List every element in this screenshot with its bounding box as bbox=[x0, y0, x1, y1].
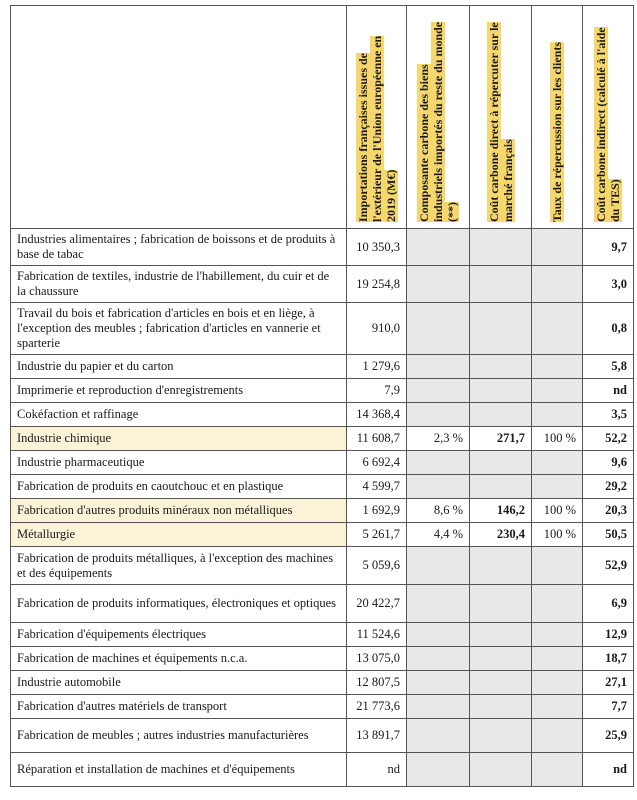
imports-value: 19 254,8 bbox=[347, 266, 407, 303]
header-direct-cost-text: Coût carbone direct à répercuter sur le marché français bbox=[486, 22, 515, 222]
indirect-cost-value: 9,7 bbox=[583, 229, 634, 266]
table-row bbox=[11, 753, 634, 787]
direct-cost-value: 271,7 bbox=[470, 427, 532, 451]
carbon-component-value bbox=[407, 623, 470, 647]
table-row bbox=[11, 229, 634, 266]
table-row bbox=[11, 266, 634, 303]
sector-label: Cokéfaction et raffinage bbox=[11, 403, 347, 427]
direct-cost-value bbox=[470, 303, 532, 355]
carbon-component-value bbox=[407, 355, 470, 379]
header-blank-cell bbox=[11, 6, 347, 229]
sector-label: Industries alimentaires ; fabrication de boissons et de produits à base de tabac bbox=[11, 229, 347, 266]
direct-cost-value bbox=[470, 355, 532, 379]
header-indirect-cost-text: Coût carbone indirect (calculé à l'aide du TES) bbox=[594, 27, 622, 222]
sector-label: Industrie chimique bbox=[11, 427, 347, 451]
imports-value: 12 807,5 bbox=[347, 671, 407, 695]
carbon-component-value bbox=[407, 695, 470, 719]
pass-rate-value bbox=[532, 379, 583, 403]
header-imports-text: Importations françaises issues de l'extérieur de l'Union européenne en 2019 (M€) bbox=[355, 35, 398, 222]
pass-rate-value bbox=[532, 403, 583, 427]
header-indirect-cost bbox=[583, 6, 634, 229]
pass-rate-value: 100 % bbox=[532, 427, 583, 451]
sector-label: Fabrication de produits en caoutchouc et en plastique bbox=[11, 475, 347, 499]
table-row bbox=[11, 623, 634, 647]
header-pass-rate bbox=[532, 6, 583, 229]
direct-cost-value: 146,2 bbox=[470, 499, 532, 523]
direct-cost-value bbox=[470, 585, 532, 623]
pass-rate-value bbox=[532, 266, 583, 303]
sector-label: Industrie automobile bbox=[11, 671, 347, 695]
carbon-component-value bbox=[407, 229, 470, 266]
indirect-cost-value: 52,2 bbox=[583, 427, 634, 451]
pass-rate-value bbox=[532, 303, 583, 355]
sector-label: Métallurgie bbox=[11, 523, 347, 547]
indirect-cost-value: 3,5 bbox=[583, 403, 634, 427]
imports-value: 14 368,4 bbox=[347, 403, 407, 427]
indirect-cost-value: 50,5 bbox=[583, 523, 634, 547]
imports-value: 6 692,4 bbox=[347, 451, 407, 475]
header-imports bbox=[347, 6, 407, 229]
carbon-component-value bbox=[407, 671, 470, 695]
pass-rate-value bbox=[532, 671, 583, 695]
indirect-cost-value: 9,6 bbox=[583, 451, 634, 475]
pass-rate-value bbox=[532, 753, 583, 787]
table-row bbox=[11, 355, 634, 379]
indirect-cost-value: nd bbox=[583, 379, 634, 403]
table-row bbox=[11, 451, 634, 475]
imports-value: 4 599,7 bbox=[347, 475, 407, 499]
direct-cost-value bbox=[470, 547, 532, 585]
indirect-cost-value: 5,8 bbox=[583, 355, 634, 379]
carbon-component-value bbox=[407, 753, 470, 787]
pass-rate-value bbox=[532, 585, 583, 623]
imports-value: 21 773,6 bbox=[347, 695, 407, 719]
table-row bbox=[11, 671, 634, 695]
pass-rate-value bbox=[532, 355, 583, 379]
header-carbon-component bbox=[407, 6, 470, 229]
imports-value: 20 422,7 bbox=[347, 585, 407, 623]
header-direct-cost bbox=[470, 6, 532, 229]
direct-cost-value bbox=[470, 647, 532, 671]
indirect-cost-value: 27,1 bbox=[583, 671, 634, 695]
carbon-component-value bbox=[407, 647, 470, 671]
carbon-component-value bbox=[407, 303, 470, 355]
indirect-cost-value: 12,9 bbox=[583, 623, 634, 647]
imports-value: 13 891,7 bbox=[347, 719, 407, 753]
pass-rate-value: 100 % bbox=[532, 499, 583, 523]
sector-label: Fabrication d'autres produits minéraux non métalliques bbox=[11, 499, 347, 523]
sector-label: Fabrication de machines et équipements n.c.a. bbox=[11, 647, 347, 671]
carbon-component-value: 2,3 % bbox=[407, 427, 470, 451]
direct-cost-value bbox=[470, 475, 532, 499]
indirect-cost-value: 6,9 bbox=[583, 585, 634, 623]
direct-cost-value bbox=[470, 229, 532, 266]
imports-value: 5 059,6 bbox=[347, 547, 407, 585]
direct-cost-value bbox=[470, 719, 532, 753]
pass-rate-value bbox=[532, 695, 583, 719]
header-pass-rate-text: Taux de répercussion sur les clients bbox=[550, 41, 564, 222]
direct-cost-value bbox=[470, 266, 532, 303]
sector-label: Fabrication de meubles ; autres industries manufacturières bbox=[11, 719, 347, 753]
direct-cost-value bbox=[470, 695, 532, 719]
imports-value: 1 692,9 bbox=[347, 499, 407, 523]
table-row bbox=[11, 523, 634, 547]
indirect-cost-value: 20,3 bbox=[583, 499, 634, 523]
pass-rate-value bbox=[532, 647, 583, 671]
table-row bbox=[11, 719, 634, 753]
carbon-cost-table bbox=[10, 5, 634, 787]
carbon-component-value bbox=[407, 379, 470, 403]
indirect-cost-value: 52,9 bbox=[583, 547, 634, 585]
direct-cost-value bbox=[470, 623, 532, 647]
pass-rate-value: 100 % bbox=[532, 523, 583, 547]
table-row bbox=[11, 647, 634, 671]
table-row bbox=[11, 427, 634, 451]
direct-cost-value bbox=[470, 379, 532, 403]
carbon-component-value bbox=[407, 547, 470, 585]
direct-cost-value bbox=[470, 403, 532, 427]
imports-value: 1 279,6 bbox=[347, 355, 407, 379]
pass-rate-value bbox=[532, 475, 583, 499]
direct-cost-value bbox=[470, 753, 532, 787]
carbon-component-value: 8,6 % bbox=[407, 499, 470, 523]
table-row bbox=[11, 695, 634, 719]
indirect-cost-value: 29,2 bbox=[583, 475, 634, 499]
sector-label: Imprimerie et reproduction d'enregistrements bbox=[11, 379, 347, 403]
imports-value: 13 075,0 bbox=[347, 647, 407, 671]
carbon-component-value bbox=[407, 585, 470, 623]
table-row bbox=[11, 475, 634, 499]
table-row bbox=[11, 547, 634, 585]
sector-label: Fabrication de produits informatiques, électroniques et optiques bbox=[11, 585, 347, 623]
carbon-component-value bbox=[407, 266, 470, 303]
direct-cost-value bbox=[470, 671, 532, 695]
imports-value: 11 608,7 bbox=[347, 427, 407, 451]
indirect-cost-value: 7,7 bbox=[583, 695, 634, 719]
imports-value: 7,9 bbox=[347, 379, 407, 403]
indirect-cost-value: 0,8 bbox=[583, 303, 634, 355]
sector-label: Fabrication d'équipements électriques bbox=[11, 623, 347, 647]
indirect-cost-value: 3,0 bbox=[583, 266, 634, 303]
sector-label: Industrie du papier et du carton bbox=[11, 355, 347, 379]
sector-label: Réparation et installation de machines et d'équipements bbox=[11, 753, 347, 787]
imports-value: 5 261,7 bbox=[347, 523, 407, 547]
sector-label: Fabrication de textiles, industrie de l'habillement, du cuir et de la chaussure bbox=[11, 266, 347, 303]
imports-value: nd bbox=[347, 753, 407, 787]
imports-value: 910,0 bbox=[347, 303, 407, 355]
pass-rate-value bbox=[532, 547, 583, 585]
direct-cost-value bbox=[470, 451, 532, 475]
table-row bbox=[11, 403, 634, 427]
sector-label: Travail du bois et fabrication d'articles en bois et en liège, à l'exception des meubles ; fabrication d'articles en vannerie et sparterie bbox=[11, 303, 347, 355]
header-carbon-component-text: Composante carbone des biens industriels importés du reste du monde (**) bbox=[417, 21, 459, 222]
pass-rate-value bbox=[532, 623, 583, 647]
imports-value: 10 350,3 bbox=[347, 229, 407, 266]
indirect-cost-value: nd bbox=[583, 753, 634, 787]
carbon-component-value bbox=[407, 719, 470, 753]
carbon-component-value bbox=[407, 403, 470, 427]
sector-label: Fabrication d'autres matériels de transport bbox=[11, 695, 347, 719]
pass-rate-value bbox=[532, 719, 583, 753]
table-row bbox=[11, 585, 634, 623]
table-row bbox=[11, 379, 634, 403]
carbon-component-value bbox=[407, 451, 470, 475]
indirect-cost-value: 18,7 bbox=[583, 647, 634, 671]
sector-label: Fabrication de produits métalliques, à l'exception des machines et des équipements bbox=[11, 547, 347, 585]
pass-rate-value bbox=[532, 229, 583, 266]
header-row bbox=[11, 6, 634, 229]
imports-value: 11 524,6 bbox=[347, 623, 407, 647]
carbon-component-value: 4,4 % bbox=[407, 523, 470, 547]
table-row bbox=[11, 499, 634, 523]
table-row bbox=[11, 303, 634, 355]
pass-rate-value bbox=[532, 451, 583, 475]
carbon-component-value bbox=[407, 475, 470, 499]
direct-cost-value: 230,4 bbox=[470, 523, 532, 547]
sector-label: Industrie pharmaceutique bbox=[11, 451, 347, 475]
indirect-cost-value: 25,9 bbox=[583, 719, 634, 753]
